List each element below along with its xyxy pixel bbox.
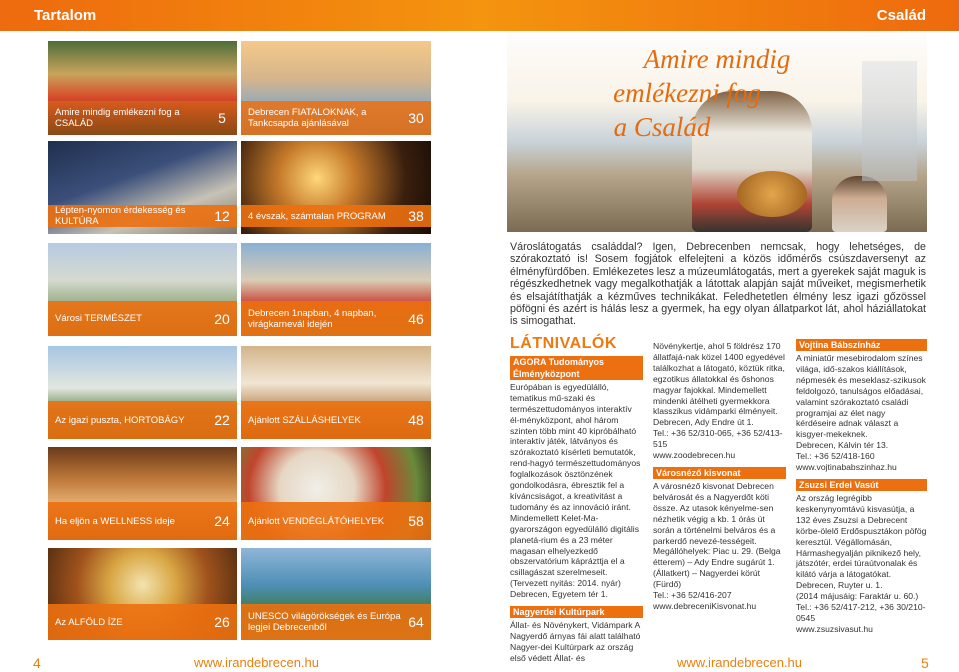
toc-tile-nature[interactable] bbox=[48, 243, 237, 336]
hero-title-line1: Amire mindig bbox=[643, 44, 791, 74]
toc-tile-wellness[interactable] bbox=[48, 447, 237, 540]
toc-tile-unesco[interactable] bbox=[241, 548, 431, 640]
toc-label: Amire mindig emlékezni fog a CSALÁD bbox=[55, 107, 180, 129]
toc-page: 20 bbox=[214, 310, 230, 327]
section-header-family bbox=[480, 0, 959, 31]
kisvonat-text: A városnéző kisvonat Debrecen belvárosát és a Nagyerdőt köti össze. Az utasok kényelme-sen nézhetik végig a kb. 1 órás út során a történelmi belváros és a parkerdő nevezé-tességeit. bbox=[653, 480, 776, 546]
toc-tile-family[interactable] bbox=[48, 41, 237, 135]
toc-label: Az ALFÖLD ÍZE bbox=[55, 616, 123, 628]
zoo-website[interactable]: www.zoodebrecen.hu bbox=[653, 450, 736, 461]
zsuzsi-address: Debrecen, Ruyter u. 1. bbox=[796, 580, 883, 591]
toc-caption bbox=[241, 604, 431, 640]
contents-title: Tartalom bbox=[34, 7, 97, 24]
right-page-number: 5 bbox=[921, 655, 929, 671]
vojtina-title: Vojtina Bábszínház bbox=[796, 339, 927, 351]
right-footer-url[interactable]: www.irandebrecen.hu bbox=[677, 655, 803, 670]
agora-open: (Tervezett nyitás: 2014. nyár) bbox=[510, 578, 621, 589]
toc-label: Városi TERMÉSZET bbox=[55, 313, 142, 324]
zoo-text: Növénykertje, ahol 5 földrész 170 állatfajá-nak közel 1400 egyedével találkozhat a látogató, köztük ritka, egzotikus állatokkal és őshonos magyar fajokkal. Mindemellett mindenki átélheti gyermekkora klasszikus vidámparki élményeit. bbox=[653, 341, 785, 417]
toc-label: Ha eljön a WELLNESS ideje bbox=[55, 515, 175, 527]
girl-silhouette bbox=[832, 176, 887, 232]
toc-caption bbox=[48, 502, 237, 540]
toc-tile-programs[interactable] bbox=[241, 141, 431, 234]
drum-shape bbox=[737, 171, 807, 217]
toc-page: 24 bbox=[214, 513, 230, 529]
toc-label: Ajánlott VENDÉGLÁTÓHELYEK bbox=[248, 515, 385, 527]
toc-caption bbox=[48, 401, 237, 439]
vojtina-phone: Tel.: +36 52/418-160 bbox=[796, 451, 875, 462]
toc-page: 58 bbox=[408, 513, 424, 529]
toc-page: 26 bbox=[214, 614, 230, 630]
section-header-contents bbox=[0, 0, 480, 31]
kisvonat-website[interactable]: www.debreceniKisvonat.hu bbox=[653, 600, 757, 611]
toc-caption bbox=[241, 205, 431, 227]
vojtina-address: Debrecen, Kálvin tér 13. bbox=[796, 440, 889, 451]
toc-page: 12 bbox=[214, 208, 230, 224]
vojtina-website[interactable]: www.vojtinababszinhaz.hu bbox=[796, 462, 897, 473]
vojtina-text: A miniatűr mesebirodalom színes világa, idő-szakos kiállítások, népmesék és meseklasz-szikusok feldolgozó, tanulságos előadásai, valamint szórakoztató családi programjai az élet nagy kérdéseire adnak választ a kisgyer-mekeknek. bbox=[796, 353, 926, 440]
zoo-phone: Tel.: +36 52/310-065, +36 52/413-515 bbox=[653, 428, 783, 450]
toc-label: Az igazi puszta, HORTOBÁGY bbox=[55, 414, 185, 426]
toc-caption bbox=[241, 301, 431, 336]
left-page-number: 4 bbox=[33, 655, 41, 671]
toc-page: 5 bbox=[218, 110, 226, 126]
toc-tile-taste[interactable] bbox=[48, 548, 237, 640]
agora-title: AGORA Tudományos Élményközpont bbox=[510, 356, 643, 380]
hero-title bbox=[507, 42, 927, 144]
zsuzsi-website[interactable]: www.zsuzsivasut.hu bbox=[796, 623, 873, 634]
kisvonat-title: Városnéző kisvonat bbox=[653, 467, 786, 479]
toc-tile-days[interactable] bbox=[241, 243, 431, 336]
kulturpark-text: Állat- és Növénykert, Vidámpark A Nagyerdő árnyas fái alatt található Nagyer-dei Kultúrpark az ország első védett Állat- és bbox=[510, 620, 641, 663]
toc-page: 22 bbox=[214, 412, 230, 428]
toc-label: Lépten-nyomon érdekesség és KULTÚRA bbox=[55, 205, 186, 227]
kisvonat-phone: Tel.: +36 52/416-207 bbox=[653, 590, 732, 601]
column-attractions bbox=[510, 335, 643, 664]
column-theatre-railway bbox=[796, 339, 927, 635]
toc-caption bbox=[48, 101, 237, 135]
zsuzsi-text: Az ország legrégibb keskenynyomtávú kisvasútja, a 132 éves Zsuzsi a Debrecent körbe-ölelő Erdőspusztákon pöfög keresztül. Végállomásán, Hármashegyalján piknikező hely, játszótér, erdei túraútvonalak és kilátó várja a látogatókat. bbox=[796, 492, 927, 580]
intro-paragraph: Városlátogatás családdal? Igen, Debrecenben nemcsak, hogy lehetséges, de szórakoztató is! Sosem fogjátok elfelejteni a közös időmérős csúszdaversenyt az élményfürdőben. Emlékezetes lesz a múzeumlátogatás, mert a gyerekek saját maguk is régészkedhetnek vagy megalkothatják a látottak alapján saját műveiket, megismerhetik és elsajátíthatják a kézműves technikákat. Feledhetetlen élmény lesz igazi gőzössel pöfögni és azért is hálás lesz a gyermek, ha egy olyan állatparkot lát, ahol háziállatokat is simogathat. bbox=[510, 241, 926, 328]
toc-label: 4 évszak, számtalan PROGRAM bbox=[248, 210, 386, 222]
toc-caption bbox=[241, 502, 431, 540]
zsuzsi-season: (2014 májusáig: Faraktár u. 60.) bbox=[796, 591, 919, 602]
column-zoo-train bbox=[653, 341, 786, 612]
toc-caption bbox=[48, 205, 237, 227]
toc-tile-restaurants[interactable] bbox=[241, 447, 431, 540]
toc-tile-culture[interactable] bbox=[48, 141, 237, 234]
toc-caption bbox=[48, 301, 237, 336]
zsuzsi-title: Zsuzsi Erdei Vasút bbox=[796, 479, 927, 491]
toc-page: 38 bbox=[408, 208, 424, 224]
section-heading: LÁTNIVALÓK bbox=[510, 335, 617, 352]
toc-label: Ajánlott SZÁLLÁSHELYEK bbox=[248, 414, 361, 426]
agora-text: Európában is egyedülálló, tematikus mű-szaki és természettudományos interaktív él-ményközpont, ahol három szinten több mint 40 kipróbálható interaktív játék, látványos és szórakoztató kísérleti bemutatók, rend-hagyó természettudományos foglalkozások ösztönzének gondolkodásra, ébresztik fel a kíváncsiságot, a kreativitást a tudomány és az innováció iránt. Mindemellett Kelet-Ma-gyarországon egyedülálló digitális planetá-rium és a 23 méter magasan elhelyezkedő obszervatórium káprázttja el a csillagászat szerelmeseit. bbox=[510, 381, 641, 578]
toc-tile-accommodation[interactable] bbox=[241, 346, 431, 439]
zsuzsi-phone: Tel.: +36 52/417-212, +36 30/210-0545 bbox=[796, 602, 926, 623]
toc-label: Debrecen FIATALOKNAK, a Tankcsapda ajánlásával bbox=[248, 107, 367, 129]
toc-caption bbox=[241, 401, 431, 439]
kulturpark-title: Nagyerdei Kultúrpark bbox=[510, 606, 643, 618]
toc-label: Debrecen 1napban, 4 napban, virágkarnevál idején bbox=[248, 307, 377, 330]
toc-page: 64 bbox=[408, 614, 424, 630]
hero-title-line2: emlékezni fog bbox=[613, 78, 761, 108]
toc-label: UNESCO világörökségek és Európa legjei Debrecenből bbox=[248, 611, 401, 633]
toc-tile-hortobagy[interactable] bbox=[48, 346, 237, 439]
toc-page: 46 bbox=[408, 310, 424, 327]
toc-caption bbox=[48, 604, 237, 640]
family-title: Család bbox=[876, 7, 926, 24]
toc-page: 48 bbox=[408, 412, 424, 428]
zoo-address: Debrecen, Ady Endre út 1. bbox=[653, 417, 754, 428]
left-footer-url[interactable]: www.irandebrecen.hu bbox=[194, 655, 320, 670]
kisvonat-stops: Megállóhelyek: Piac u. 29. (Belga étterem) – Ady Endre sugárút 1. (Állatkert) – Nagyerdei körút (Fürdő) bbox=[653, 546, 781, 590]
agora-address: Debrecen, Egyetem tér 1. bbox=[510, 589, 608, 600]
hero-title-line3: a Család bbox=[613, 112, 711, 142]
toc-page: 30 bbox=[408, 110, 424, 126]
